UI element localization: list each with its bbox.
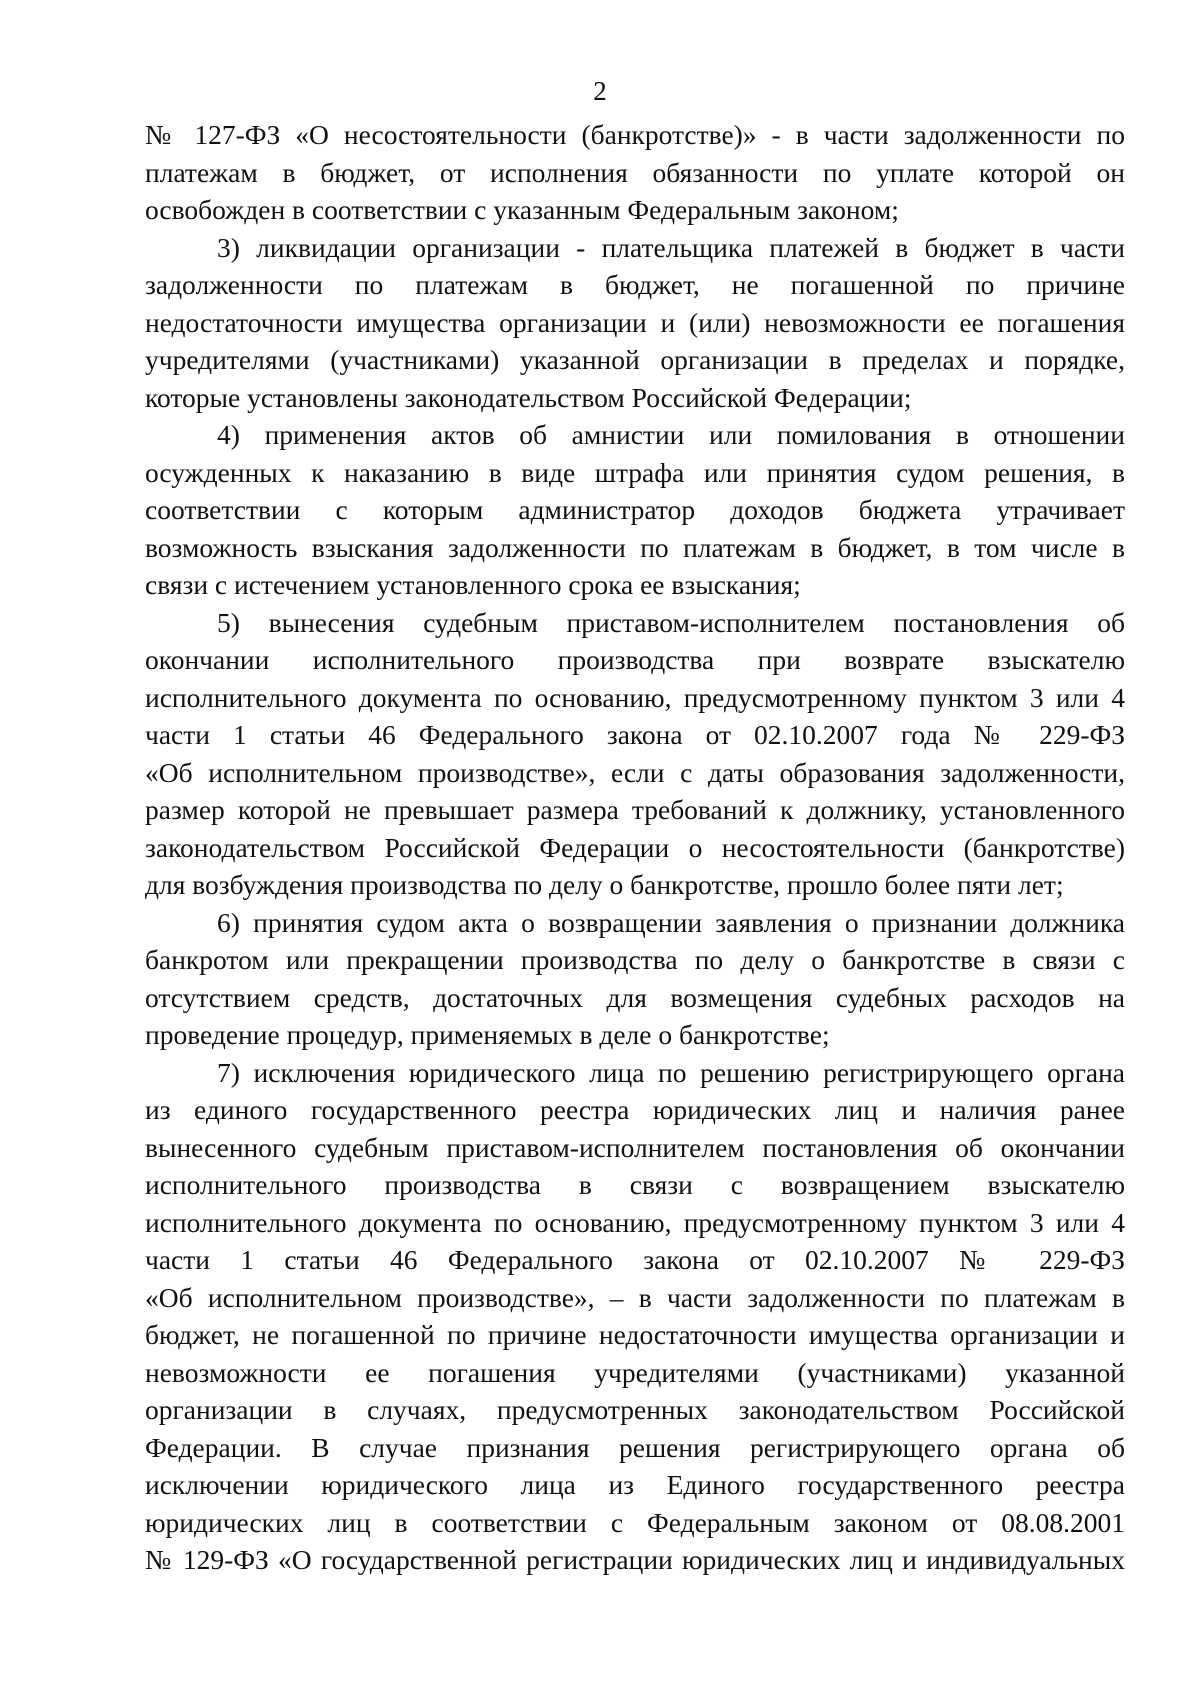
paragraph-line: размер которой не превышает размера требований к должнику, установленного <box>145 794 1125 825</box>
paragraph-line: вынесенного судебным приставом-исполнителем постановления об окончании <box>145 1131 1125 1163</box>
paragraph-line: возможность взыскания задолженности по платежам в бюджет, в том числе в <box>145 531 1125 563</box>
paragraph-line: проведение процедур, применяемых в деле о банкротстве; <box>145 1019 830 1050</box>
paragraph-line: 7) исключения юридического лица по решению регистрирующего органа <box>217 1056 1125 1088</box>
paragraph-line: которые установлены законодательством Российской Федерации; <box>145 381 912 413</box>
paragraph-line: окончании исполнительного производства при возврате взыскателю <box>145 644 1125 675</box>
paragraph-line: юридических лиц в соответствии с Федеральным законом от 08.08.2001 <box>145 1506 1125 1538</box>
paragraph-line: «Об исполнительном производстве», если с даты образования задолженности, <box>145 756 1125 788</box>
paragraph-line: 3) ликвидации организации - плательщика платежей в бюджет в части <box>217 231 1125 263</box>
page-number: 2 <box>593 76 607 106</box>
document-paragraph <box>145 1054 1125 1579</box>
document-paragraph <box>145 904 1125 1054</box>
paragraph-line: «Об исполнительном производстве», – в части задолженности по платежам в <box>145 1281 1125 1313</box>
paragraph-line: части 1 статьи 46 Федерального закона от 02.10.2007 № 229-ФЗ <box>145 1244 1125 1275</box>
paragraph-line: освобожден в соответствии с указанным Федеральным законом; <box>145 194 899 225</box>
document-paragraph <box>145 116 1125 229</box>
paragraph-line: невозможности ее погашения учредителями (участниками) указанной <box>145 1356 1125 1388</box>
document-body <box>145 116 1125 1579</box>
paragraph-line: Федерации. В случае признания решения регистрирующего органа об <box>145 1431 1125 1463</box>
paragraph-line: связи с истечением установленного срока ее взыскания; <box>145 569 801 600</box>
paragraph-line: бюджет, не погашенной по причине недостаточности имущества организации и <box>145 1319 1125 1350</box>
paragraph-line: исключении юридического лица из Единого государственного реестра <box>145 1469 1125 1500</box>
paragraph-line: недостаточности имущества организации и (или) невозможности ее погашения <box>145 306 1125 338</box>
paragraph-line: исполнительного документа по основанию, предусмотренному пунктом 3 или 4 <box>145 1206 1125 1238</box>
paragraph-line: организации в случаях, предусмотренных законодательством Российской <box>145 1394 1125 1425</box>
paragraph-line: 5) вынесения судебным приставом-исполнителем постановления об <box>217 606 1125 638</box>
paragraph-line: исполнительного производства в связи с возвращением взыскателю <box>145 1169 1125 1200</box>
paragraph-line: задолженности по платежам в бюджет, не погашенной по причине <box>145 269 1125 300</box>
document-paragraph <box>145 416 1125 604</box>
paragraph-line: № 127-ФЗ «О несостоятельности (банкротстве)» - в части задолженности по <box>145 119 1125 150</box>
paragraph-line: для возбуждения производства по делу о банкротстве, прошло более пяти лет; <box>145 869 1064 900</box>
paragraph-line: осужденных к наказанию в виде штрафа или принятия судом решения, в <box>145 456 1125 488</box>
paragraph-line: соответствии с которым администратор доходов бюджета утрачивает <box>145 494 1125 525</box>
document-paragraph <box>145 604 1125 904</box>
paragraph-line: 4) применения актов об амнистии или помилования в отношении <box>217 419 1125 450</box>
paragraph-line: учредителями (участниками) указанной организации в пределах и порядке, <box>145 344 1125 375</box>
paragraph-line: банкротом или прекращении производства по делу о банкротстве в связи с <box>145 944 1125 975</box>
paragraph-line: из единого государственного реестра юридических лиц и наличия ранее <box>145 1094 1125 1125</box>
paragraph-line: платежам в бюджет, от исполнения обязанности по уплате которой он <box>145 156 1125 188</box>
paragraph-line: исполнительного документа по основанию, предусмотренному пунктом 3 или 4 <box>145 681 1125 713</box>
paragraph-line: части 1 статьи 46 Федерального закона от 02.10.2007 года № 229-ФЗ <box>145 719 1125 750</box>
paragraph-line: законодательством Российской Федерации о несостоятельности (банкротстве) <box>145 831 1125 863</box>
paragraph-line: отсутствием средств, достаточных для возмещения судебных расходов на <box>145 981 1125 1013</box>
paragraph-line: № 129-ФЗ «О государственной регистрации юридических лиц и индивидуальных <box>145 1544 1125 1575</box>
paragraph-line: 6) принятия судом акта о возвращении заявления о признании должника <box>217 906 1125 938</box>
document-paragraph <box>145 229 1125 417</box>
